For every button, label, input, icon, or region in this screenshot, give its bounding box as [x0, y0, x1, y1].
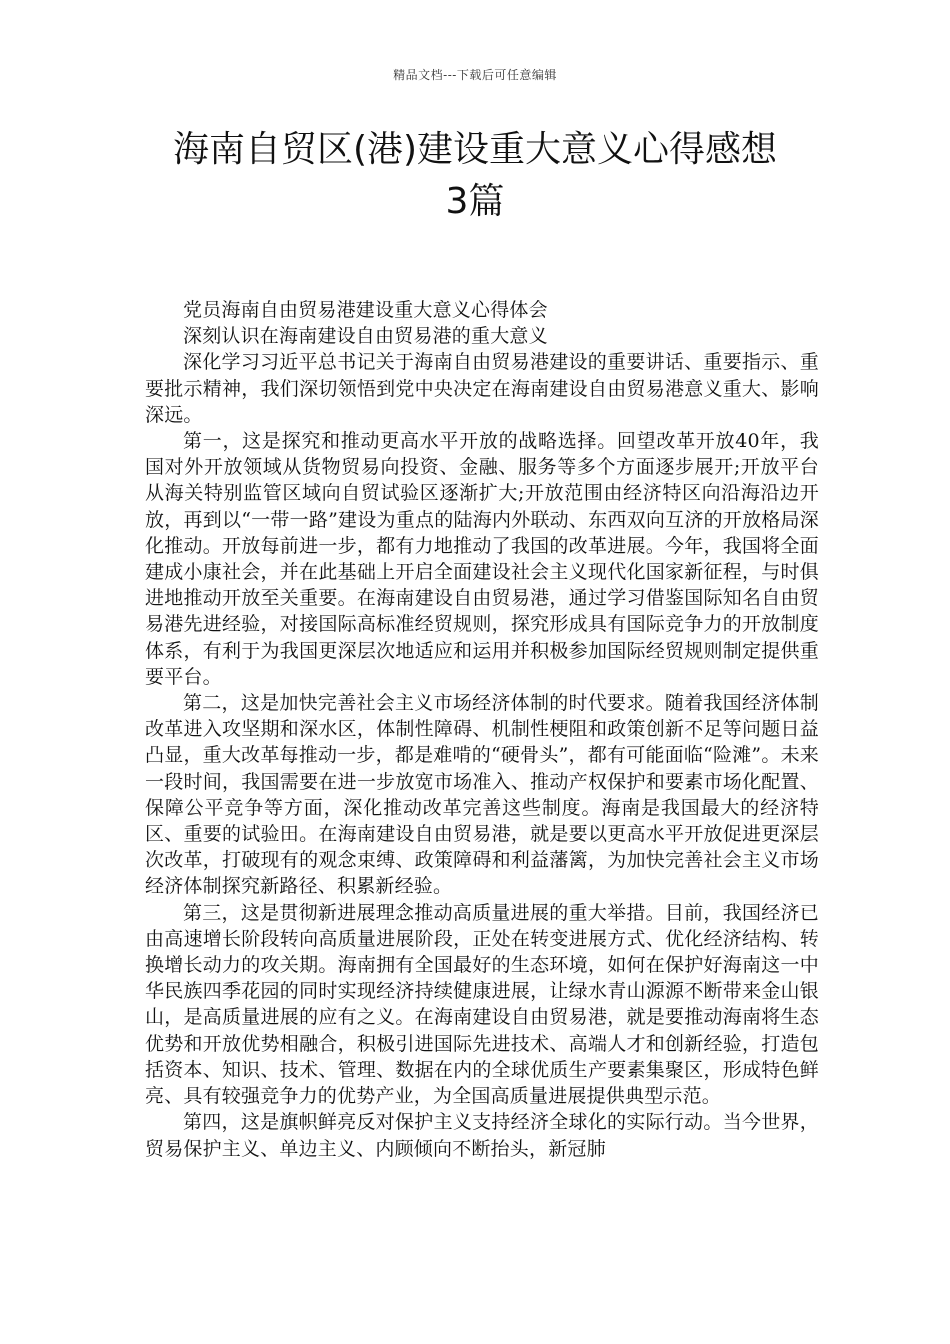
paragraph-subtitle: 党员海南自由贸易港建设重大意义心得体会: [183, 299, 548, 321]
title-line-1: 海南自贸区(港)建设重大意义心得感想: [172, 129, 778, 170]
paragraph-heading: 深刻认识在海南建设自由贸易港的重大意义: [183, 325, 548, 348]
paragraph-fourth: 第四，这是旗帜鲜亮反对保护主义支持经济全球化的实际行动。当今世界，贸易保护主义、单边主义、内顾倾向不断抬头，新冠肺: [145, 1111, 819, 1160]
document-body: [145, 297, 819, 1162]
title-line-2: 3篇: [445, 181, 505, 222]
paragraph-second: 第二，这是加快完善社会主义市场经济体制的时代要求。随着我国经济体制改革进入攻坚期和深水区，体制性障碍、机制性梗阻和政策创新不足等问题日益凸显，重大改革每推动一步，都是难啃的“硬骨头”，都有可能面临“险滩”。未来一段时间，我国需要在进一步放宽市场准入、推动产权保护和要素市场化配置、保障公平竞争等方面，深化推动改革完善这些制度。海南是我国最大的经济特区、重要的试验田。在海南建设自由贸易港，就是要以更高水平开放促进更深层次改革，打破现有的观念束缚、政策障碍和利益藩篱，为加快完善社会主义市场经济体制探究新路径、积累新经验。: [145, 692, 819, 898]
paragraph-first: 第一，这是探究和推动更高水平开放的战略选择。回望改革开放40年，我国对外开放领域从货物贸易向投资、金融、服务等多个方面逐步展开;开放平台从海关特别监管区域向自贸试验区逐渐扩大;开放范围由经济特区向沿海沿边开放，再到以“一带一路”建设为重点的陆海内外联动、东西双向互济的开放格局深化推动。开放每前进一步，都有力地推动了我国的改革进展。今年，我国将全面建成小康社会，并在此基础上开启全面建设社会主义现代化国家新征程，与时俱进地推动开放至关重要。在海南建设自由贸易港，通过学习借鉴国际知名自由贸易港先进经验，对接国际高标准经贸规则，探究形成具有国际竞争力的开放制度体系，有利于为我国更深层次地适应和运用并积极参加国际经贸规则制定提供重要平台。: [145, 430, 819, 688]
header-note: 精品文档---下载后可任意编辑: [393, 68, 557, 82]
paragraph-third: 第三，这是贯彻新进展理念推动高质量进展的重大举措。目前，我国经济已由高速增长阶段转向高质量进展阶段，正处在转变进展方式、优化经济结构、转换增长动力的攻关期。海南拥有全国最好的生态环境，如何在保护好海南这一中华民族四季花园的同时实现经济持续健康进展，让绿水青山源源不断带来金山银山，是高质量进展的应有之义。在海南建设自由贸易港，就是要推动海南将生态优势和开放优势相融合，积极引进国际先进技术、高端人才和创新经验，打造包括资本、知识、技术、管理、数据在内的全球优质生产要素集聚区，形成特色鲜亮、具有较强竞争力的优势产业，为全国高质量进展提供典型示范。: [145, 901, 819, 1108]
document-title: [100, 124, 850, 228]
paragraph-intro: 深化学习习近平总书记关于海南自由贸易港建设的重要讲话、重要指示、重要批示精神，我们深切领悟到党中央决定在海南建设自由贸易港意义重大、影响深远。: [145, 351, 819, 426]
